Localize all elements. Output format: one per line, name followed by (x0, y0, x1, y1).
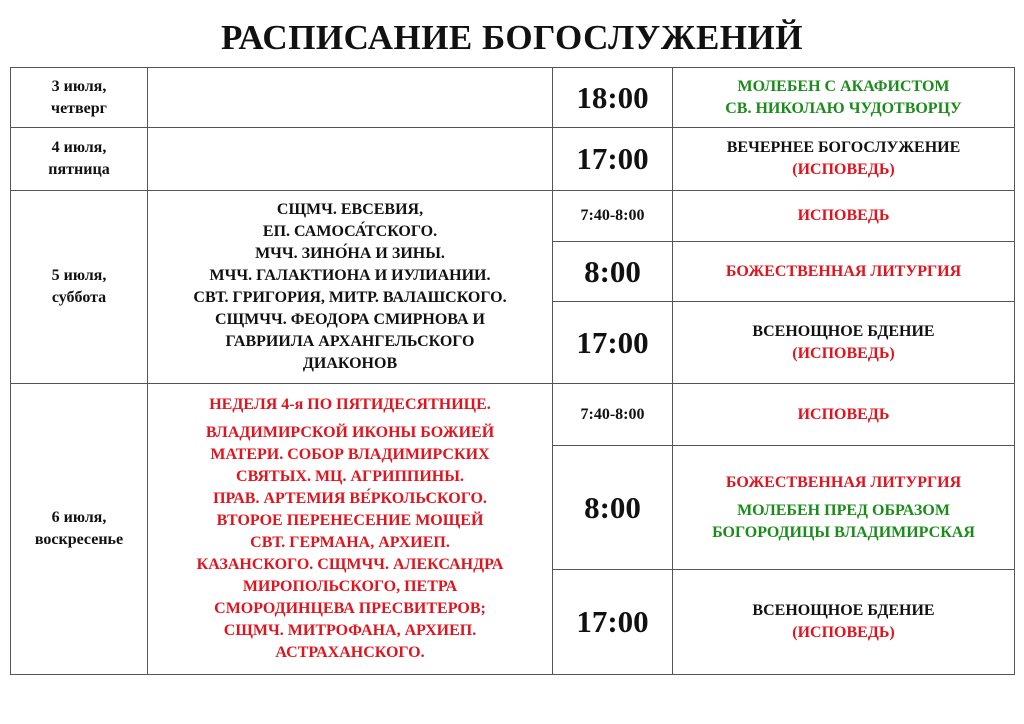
saints-cell (148, 384, 553, 675)
service-line: МОЛЕБЕН С АКАФИСТОМ (737, 77, 950, 95)
date-label: 5 июля, (51, 267, 107, 284)
date-cell (11, 68, 148, 128)
saint-line: ДИАКОНОВ (302, 355, 398, 372)
weekday-label: суббота (51, 289, 107, 306)
saint-line: СЩМЧ. МИТРОФАНА, АРХИЕП. (223, 622, 477, 639)
service-line: (ИСПОВЕДЬ) (792, 344, 895, 362)
date-cell (11, 384, 148, 675)
saints-cell (148, 191, 553, 384)
schedule-table (10, 67, 1015, 675)
date-cell (11, 128, 148, 191)
service-time: 17:00 (553, 302, 673, 384)
table-row (11, 68, 1015, 128)
service-time: 8:00 (553, 242, 673, 302)
weekday-label: воскресенье (34, 531, 124, 548)
saint-heading: НЕДЕЛЯ 4-я ПО ПЯТИДЕСЯТНИЦЕ. (209, 396, 491, 413)
saint-line: МЧЧ. ЗИНО́НА И ЗИНЫ. (255, 245, 445, 262)
service-line: ИСПОВЕДЬ (797, 207, 890, 224)
saint-line: МИРОПОЛЬСКОГО, ПЕТРА (242, 578, 458, 595)
service-cell (673, 384, 1015, 446)
saint-line: СЩМЧЧ. ФЕОДОРА СМИРНОВА И (215, 311, 485, 328)
service-time: 7:40-8:00 (553, 384, 673, 446)
service-cell (673, 68, 1015, 128)
service-cell (673, 570, 1015, 675)
service-line: ИСПОВЕДЬ (797, 405, 890, 423)
table-row (11, 384, 1015, 446)
saints-cell (148, 128, 553, 191)
page-title: РАСПИСАНИЕ БОГОСЛУЖЕНИЙ (221, 18, 803, 57)
service-time: 18:00 (553, 68, 673, 128)
service-time: 17:00 (553, 570, 673, 675)
service-line: ВЕЧЕРНЕЕ БОГОСЛУЖЕНИЕ (726, 139, 961, 156)
service-cell (673, 191, 1015, 242)
service-line: СВ. НИКОЛАЮ ЧУДОТВОРЦУ (725, 99, 962, 117)
saint-line: МАТЕРИ. СОБОР ВЛАДИМИРСКИХ (210, 446, 490, 463)
service-time: 17:00 (553, 128, 673, 191)
date-cell (11, 191, 148, 384)
service-line: БОГОРОДИЦЫ ВЛАДИМИРСКАЯ (712, 523, 975, 541)
saint-line: МЧЧ. ГАЛАКТИОНА И ИУЛИАНИИ. (209, 267, 491, 284)
saint-line: СВТ. ГЕРМАНА, АРХИЕП. (250, 534, 450, 551)
saint-line: СМОРОДИНЦЕВА ПРЕСВИТЕРОВ; (214, 600, 486, 617)
saint-line: СЩМЧ. ЕВСЕВИЯ, (276, 201, 424, 218)
saint-line: ВЛАДИМИРСКОЙ ИКОНЫ БОЖИЕЙ (205, 424, 495, 441)
saint-line: ЕП. САМОСА́ТСКОГО. (262, 223, 438, 240)
date-label: 3 июля, (51, 77, 107, 95)
service-line: ВСЕНОЩНОЕ БДЕНИЕ (752, 322, 935, 340)
date-label: 6 июля, (51, 509, 107, 526)
saint-line: КАЗАНСКОГО. СЩМЧЧ. АЛЕКСАНДРА (196, 556, 504, 573)
saint-line: СВТ. ГРИГОРИЯ, МИТР. ВАЛАШСКОГО. (193, 289, 507, 306)
service-line: БОЖЕСТВЕННАЯ ЛИТУРГИЯ (725, 473, 962, 491)
table-row (11, 128, 1015, 191)
service-line: ВСЕНОЩНОЕ БДЕНИЕ (752, 602, 935, 619)
service-time: 7:40-8:00 (553, 191, 673, 242)
service-cell (673, 446, 1015, 570)
service-line: (ИСПОВЕДЬ) (792, 624, 895, 641)
saint-line: АСТРАХАНСКОГО. (275, 644, 425, 661)
service-line: МОЛЕБЕН ПРЕД ОБРАЗОМ (737, 501, 950, 519)
saint-line: СВЯТЫХ. МЦ. АГРИППИНЫ. (236, 468, 464, 485)
service-line: БОЖЕСТВЕННАЯ ЛИТУРГИЯ (725, 262, 962, 280)
service-cell (673, 302, 1015, 384)
saints-cell (148, 68, 553, 128)
service-cell (673, 242, 1015, 302)
saint-line: ПРАВ. АРТЕМИЯ ВЕ́РКОЛЬСКОГО. (213, 490, 487, 507)
weekday-label: пятница (48, 161, 110, 178)
service-line: (ИСПОВЕДЬ) (792, 161, 895, 178)
saint-line: ГАВРИИЛА АРХАНГЕЛЬСКОГО (225, 333, 475, 350)
weekday-label: четверг (51, 99, 107, 117)
date-label: 4 июля, (51, 139, 107, 156)
service-cell (673, 128, 1015, 191)
saint-line: ВТОРОЕ ПЕРЕНЕСЕНИЕ МОЩЕЙ (216, 512, 484, 529)
table-row (11, 191, 1015, 242)
service-time: 8:00 (553, 446, 673, 570)
